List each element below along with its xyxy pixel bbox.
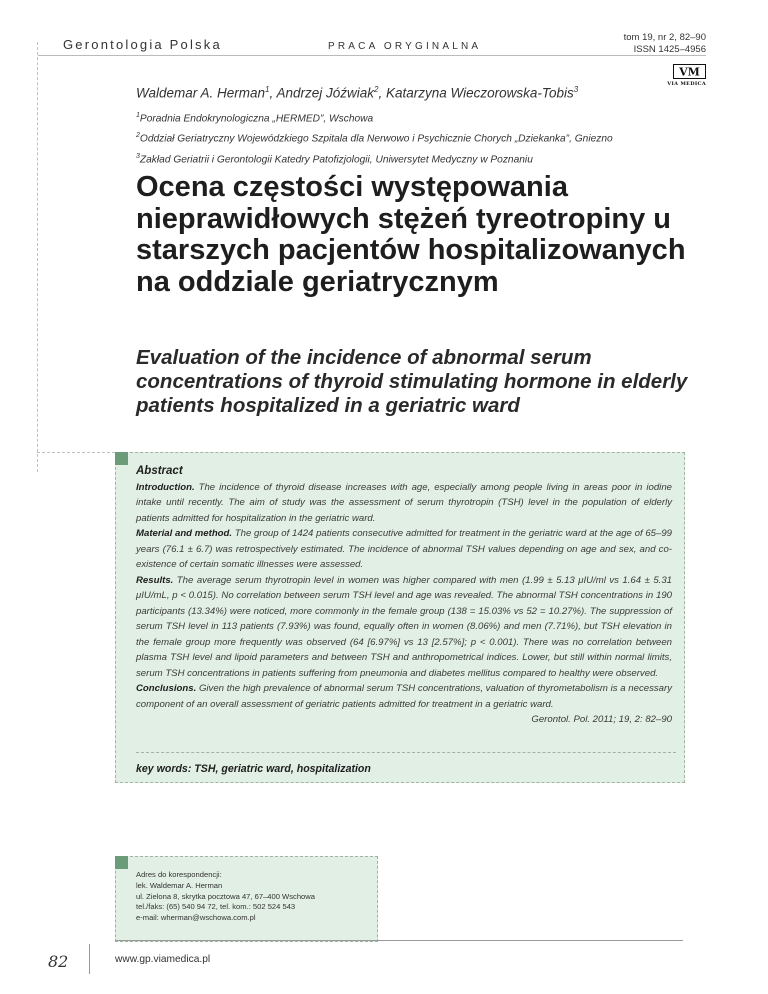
affil-text: Zakład Geriatrii i Gerontologii Katedry Patofizjologii, Uniwersytet Medyczny w Poznaniu	[139, 154, 533, 166]
frame-dashed-mid	[37, 452, 115, 453]
issn: ISSN 1425–4956	[633, 44, 706, 55]
title-polish: Ocena częstości występowania nieprawidłowych stężeń tyreotropiny u starszych pacjentów hospitalizowanych na oddziale geriatrycznym	[136, 171, 686, 298]
correspondence-line: e-mail: wherman@wschowa.com.pl	[136, 913, 256, 923]
citation: Gerontol. Pol. 2011; 19, 2: 82–90	[531, 714, 672, 725]
intro-text: The incidence of thyroid disease increases with age, especially among people living in areas poor in iodine intake until recently. The aim of study was the assessment of serum thyrotropin (TSH) level in the population of elderly patients admitted for hospitalization in the geriatric ward.	[136, 481, 672, 524]
results-label: Results.	[136, 574, 174, 586]
author-affil-num: 2	[374, 85, 379, 94]
affiliation-item	[136, 107, 681, 127]
conclusions-text: Given the high prevalence of abnormal serum TSH concentrations, valuation of thyrometabolism is a necessary component of an overall assessment of geriatric patients admitted for treatment in a geriatric ward.	[136, 683, 672, 710]
intro-label: Introduction.	[136, 481, 195, 493]
affiliations	[136, 107, 681, 168]
frame-dashed-left	[37, 42, 38, 472]
methods-label: Material and method.	[136, 528, 233, 539]
author-affil-num: 3	[573, 85, 579, 94]
page-number-separator	[89, 944, 90, 974]
author-name: , Katarzyna Wieczorowska-Tobis	[378, 85, 574, 101]
affil-text: Oddział Geriatryczny Wojewódzkiego Szpitala dla Nerwowo i Psychicznie Chorych „Dziekanka”, Gniezno	[139, 133, 613, 145]
correspondence-line: ul. Zielona 8, skrytka pocztowa 47, 67–400 Wschowa	[136, 891, 315, 901]
keywords: key words: TSH, geriatric ward, hospitalization	[136, 763, 371, 775]
author-affil-num: 1	[265, 85, 270, 94]
results-text: The average serum thyrotropin level in women was higher compared with men (1.99 ± 5.13 μIU/ml vs 1.64 ± 5.31 μIU/mL, p < 0.015). No correlation between serum TSH level and age was revealed. The abnormal TSH concentrations in 190 participants (13.34%) were noticed, more commonly in the female group (138 = 15.03% vs 52 = 10.27%). The suppression of serum TSH level in 113 patients (7.93%) was found, equally often in women (8.06%) and men (7.71%), but TSH elevation in the female group more frequently was observed (64 [6.97%] vs 13 [2.57%]; p < 0.001). There was no correlation between plasma TSH level and lipoid parameters and between TSH and anthropometrical indices. Lower, but still within normal limits, serum TSH concentrations in patients suffering from pneumonia and diabetes mellitus compared to healthy were observed.	[136, 574, 672, 679]
correspondence-line: lek. Waldemar A. Herman	[136, 880, 223, 890]
author-name: Waldemar A. Herman	[136, 85, 266, 101]
journal-url[interactable]: www.gp.viamedica.pl	[115, 954, 211, 965]
affil-text: Poradnia Endokrynologiczna „HERMED”, Wschowa	[139, 113, 374, 125]
author-name: , Andrzej Jóźwiak	[269, 85, 375, 101]
conclusions-label: Conclusions.	[136, 683, 197, 694]
volume-info	[624, 32, 706, 56]
header-rule	[38, 55, 706, 56]
correspondence-corner-square	[115, 856, 128, 869]
correspondence	[136, 870, 315, 924]
title-english: Evaluation of the incidence of abnormal serum concentrations of thyroid stimulating hormone in elderly patients hospitalized in a geriatric ward	[136, 346, 688, 417]
affil-num: 2	[136, 132, 140, 140]
page-number: 82	[48, 952, 69, 971]
correspondence-line: tel./faks: (65) 540 94 72, tel. kom.: 502 524 543	[136, 902, 296, 912]
authors	[136, 85, 578, 101]
affil-num: 3	[136, 152, 140, 160]
keywords-divider	[136, 752, 676, 753]
methods-text: The group of 1424 patients consecutive admitted for treatment in the geriatric ward at the age of 65–99 years (76.1 ± 6.7) was retrospectively estimated. The incidence of abnormal TSH values depending on age and sex, and co-existence of certain somatic illnesses were assessed.	[136, 528, 673, 570]
abstract-corner-square	[115, 452, 128, 465]
footer-rule	[115, 940, 683, 941]
affiliation-item	[136, 148, 681, 168]
publisher-logo-text: VIA MEDICA	[667, 81, 706, 87]
affiliation-item	[136, 127, 681, 147]
abstract-conclusions	[136, 681, 672, 712]
via-medica-logo-icon	[673, 64, 706, 79]
abstract-results	[136, 573, 672, 682]
paper-type: PRACA ORYGINALNA	[328, 41, 482, 52]
journal-name: Gerontologia Polska	[63, 37, 222, 52]
volume-issue: tom 19, nr 2, 82–90	[623, 32, 706, 43]
logo-mark: VM	[679, 65, 700, 79]
correspondence-line: Adres do korespondencji:	[136, 870, 222, 879]
abstract-introduction	[136, 480, 672, 527]
abstract-heading: Abstract	[136, 465, 183, 477]
abstract	[136, 464, 672, 728]
affil-num: 1	[136, 112, 140, 119]
abstract-methods	[136, 526, 672, 573]
